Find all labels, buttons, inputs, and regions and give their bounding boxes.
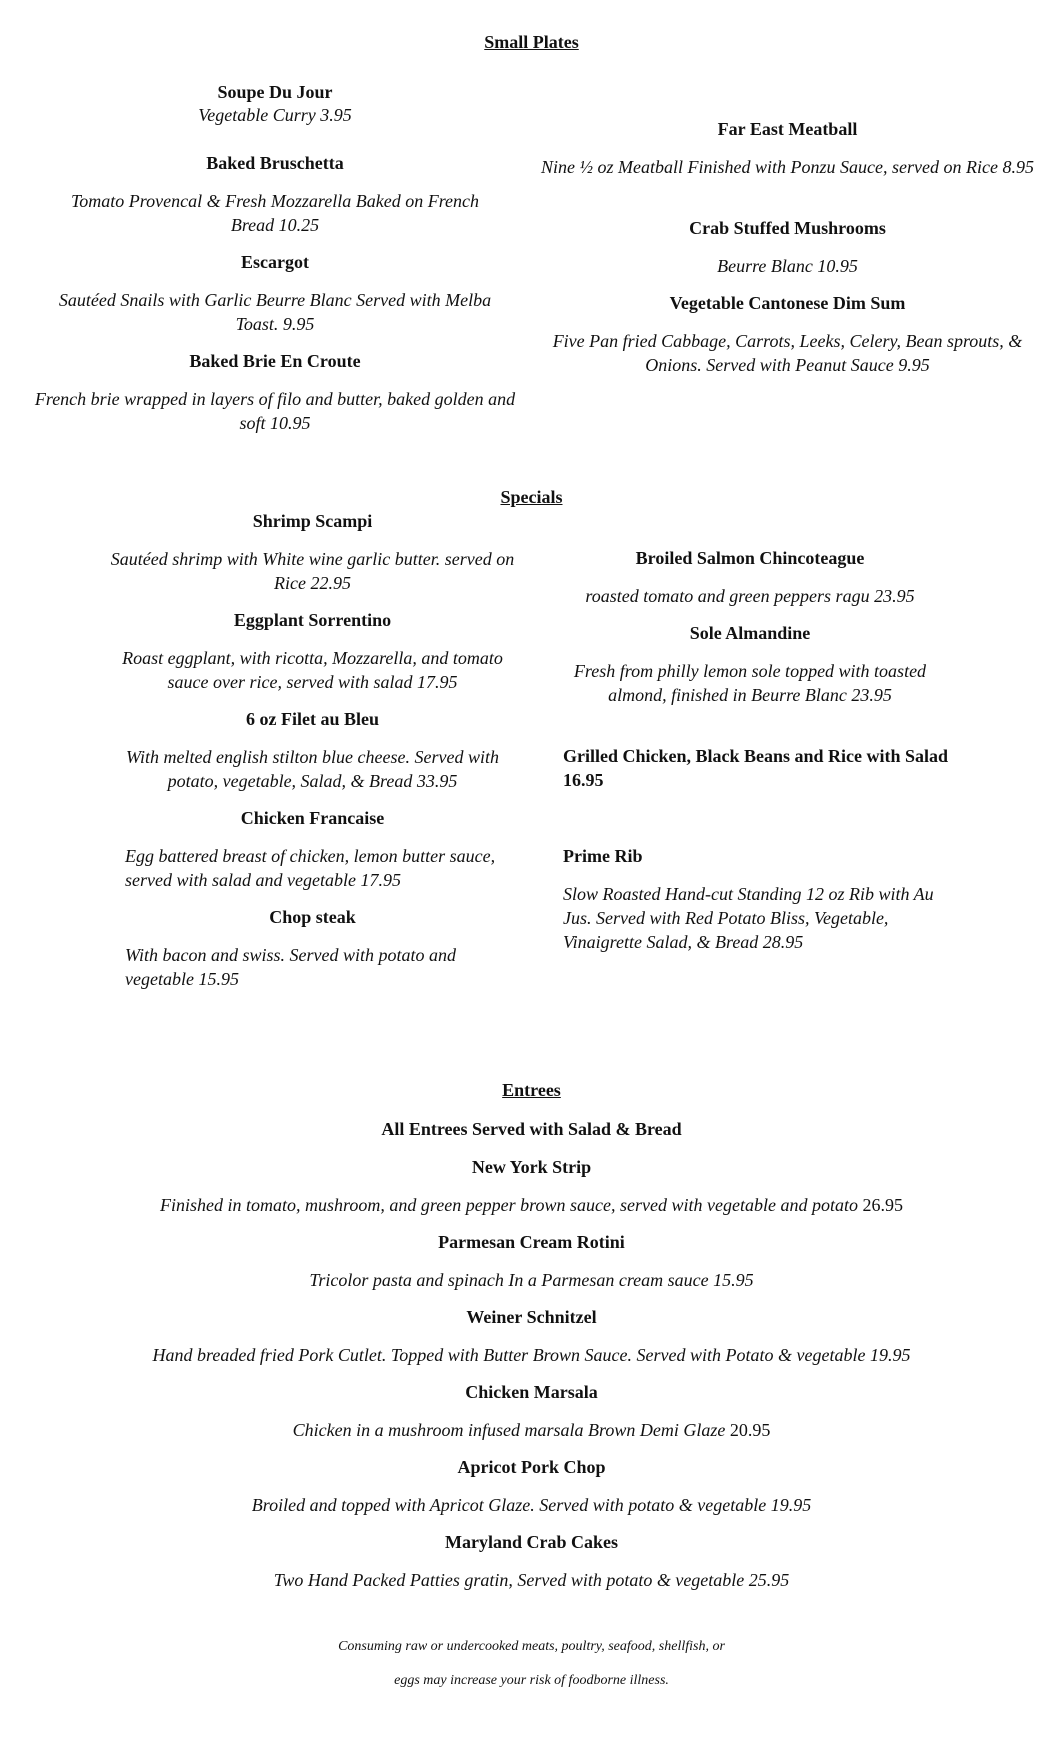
item-name: Apricot Pork Chop bbox=[457, 1457, 606, 1477]
item-name: Prime Rib bbox=[563, 846, 643, 866]
item-desc: Five Pan fried Cabbage, Carrots, Leeks, Celery, Bean sprouts, & Onions. Served with Peanut Sauce 9.95 bbox=[552, 331, 1023, 375]
item-desc: Egg battered breast of chicken, lemon butter sauce, served with salad and vegetable 17.95 bbox=[125, 846, 496, 890]
item-name: Chop steak bbox=[269, 907, 356, 927]
entrees-heading: Entrees bbox=[502, 1080, 561, 1100]
item-name: Grilled Chicken, Black Beans and Rice with Salad 16.95 bbox=[563, 746, 949, 790]
specials-heading: Specials bbox=[500, 487, 563, 507]
item-name: Chicken Francaise bbox=[240, 808, 385, 828]
item-name: Weiner Schnitzel bbox=[466, 1307, 597, 1327]
item-desc: Tricolor pasta and spinach In a Parmesan cream sauce 15.95 bbox=[309, 1270, 754, 1290]
item-name: Parmesan Cream Rotini bbox=[438, 1232, 625, 1252]
item-name: Baked Brie En Croute bbox=[189, 351, 361, 371]
item-desc-line bbox=[0, 1418, 1063, 1442]
item-desc: With bacon and swiss. Served with potato and vegetable 15.95 bbox=[125, 945, 456, 989]
item-desc: Roast eggplant, with ricotta, Mozzarella, and tomato sauce over rice, served with salad 17.95 bbox=[122, 648, 503, 692]
item-desc: Two Hand Packed Patties gratin, Served with potato & vegetable 25.95 bbox=[273, 1570, 790, 1590]
item-name: Escargot bbox=[241, 252, 309, 272]
item-desc: Sautéed Snails with Garlic Beurre Blanc Served with Melba Toast. 9.95 bbox=[58, 290, 492, 334]
item-price: 26.95 bbox=[862, 1195, 903, 1215]
item-desc: Tomato Provencal & Fresh Mozzarella Baked on French Bread 10.25 bbox=[70, 191, 480, 235]
item-desc: Beurre Blanc 10.95 bbox=[717, 256, 858, 276]
item-name: Shrimp Scampi bbox=[252, 511, 373, 531]
item-desc: With melted english stilton blue cheese. Served with potato, vegetable, Salad, & Bread 33.95 bbox=[126, 747, 499, 791]
item-desc: Chicken in a mushroom infused marsala Brown Demi Glaze bbox=[292, 1420, 726, 1440]
item-desc: Slow Roasted Hand-cut Standing 12 oz Rib with Au Jus. Served with Red Potato Bliss, Vegetable, Vinaigrette Salad, & Bread 28.95 bbox=[563, 884, 934, 952]
item-name: Eggplant Sorrentino bbox=[233, 610, 392, 630]
item-name: Maryland Crab Cakes bbox=[444, 1532, 618, 1552]
entrees-note: All Entrees Served with Salad & Bread bbox=[381, 1119, 682, 1139]
item-desc: Broiled and topped with Apricot Glaze. Served with potato & vegetable 19.95 bbox=[251, 1495, 812, 1515]
item-name: Soupe Du Jour bbox=[217, 82, 333, 102]
item-name: Sole Almandine bbox=[689, 623, 811, 643]
item-desc: French brie wrapped in layers of filo and butter, baked golden and soft 10.95 bbox=[34, 389, 516, 433]
item-desc: Finished in tomato, mushroom, and green pepper brown sauce, served with vegetable and potato bbox=[160, 1195, 858, 1215]
item-desc: Hand breaded fried Pork Cutlet. Topped with Butter Brown Sauce. Served with Potato & vegetable 19.95 bbox=[152, 1345, 911, 1365]
item-name: Baked Bruschetta bbox=[206, 153, 344, 173]
item-name: New York Strip bbox=[471, 1157, 592, 1177]
item-name: Far East Meatball bbox=[717, 119, 858, 139]
item-desc: Vegetable Curry 3.95 bbox=[198, 105, 352, 125]
item-name: Crab Stuffed Mushrooms bbox=[689, 218, 886, 238]
food-safety-notice-line2: eggs may increase your risk of foodborne illness. bbox=[394, 1673, 669, 1688]
item-price: 20.95 bbox=[729, 1420, 771, 1440]
item-desc: Fresh from philly lemon sole topped with toasted almond, finished in Beurre Blanc 23.95 bbox=[573, 661, 927, 705]
food-safety-notice-line1: Consuming raw or undercooked meats, poultry, seafood, shellfish, or bbox=[338, 1639, 725, 1654]
item-desc: Sautéed shrimp with White wine garlic butter. served on Rice 22.95 bbox=[110, 549, 515, 593]
item-name: 6 oz Filet au Bleu bbox=[246, 709, 379, 729]
small-plates-heading: Small Plates bbox=[484, 32, 579, 52]
item-name: Vegetable Cantonese Dim Sum bbox=[669, 293, 906, 313]
item-name: Chicken Marsala bbox=[465, 1382, 598, 1402]
item-desc-line bbox=[0, 1193, 1063, 1217]
item-desc: roasted tomato and green peppers ragu 23.95 bbox=[585, 586, 915, 606]
item-desc: Nine ½ oz Meatball Finished with Ponzu Sauce, served on Rice 8.95 bbox=[541, 157, 1034, 177]
item-name: Broiled Salmon Chincoteague bbox=[635, 548, 865, 568]
